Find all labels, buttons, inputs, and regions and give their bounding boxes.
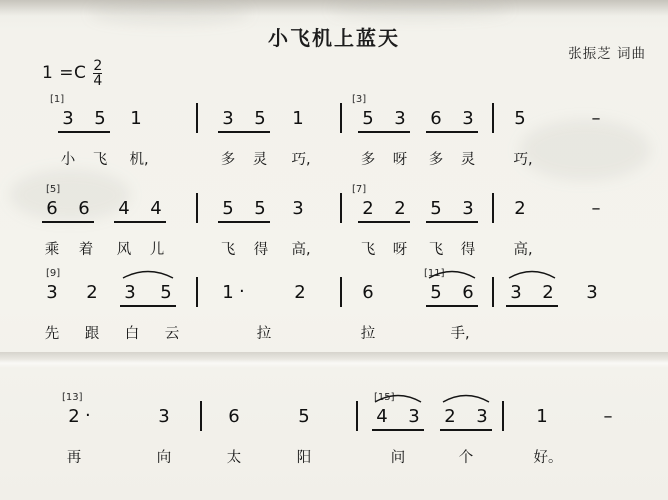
key-label: 1 =C — [42, 62, 87, 83]
note-number: 1 · — [222, 282, 233, 303]
note-number: 2 — [514, 198, 526, 219]
note-number: 6 — [46, 198, 58, 219]
time-signature-numerator: 2 — [93, 58, 103, 74]
lyric-syllable: 白 — [124, 326, 140, 342]
measure-number: [11] — [424, 268, 445, 279]
measure-number: [7] — [352, 184, 367, 195]
note-number: 4 — [150, 198, 162, 219]
lyric-syllable: 得 — [460, 242, 476, 258]
time-signature-denominator: 4 — [93, 73, 103, 90]
lyric-syllable: 巧, — [513, 152, 533, 168]
note-number: 3 — [124, 282, 136, 303]
lyric-syllable: 太 — [226, 450, 242, 466]
note-number: 2 — [444, 406, 456, 427]
slur-arc — [441, 392, 491, 404]
barline — [492, 193, 494, 223]
lyric-syllable: 飞 — [92, 152, 108, 168]
lyric-syllable: 先 — [44, 326, 60, 342]
note-number: 3 — [158, 406, 170, 427]
eighth-beam-underline — [358, 221, 410, 223]
barline — [502, 401, 504, 431]
note-sustain-dash: – — [591, 198, 601, 219]
note-number: 5 — [254, 108, 266, 129]
lyric-syllable: 拉 — [360, 326, 376, 342]
measure-number: [3] — [352, 94, 367, 105]
note-number: 3 — [462, 198, 474, 219]
lyric-syllable: 多 — [220, 152, 236, 168]
lyric-syllable: 飞 — [220, 242, 236, 258]
paper-fold-shadow — [0, 352, 668, 368]
note-number: 1 — [130, 108, 142, 129]
lyric-syllable: 小 — [60, 152, 76, 168]
lyric-syllable: 呀 — [392, 242, 408, 258]
paper-smudge — [90, 2, 250, 24]
note-number: 6 — [78, 198, 90, 219]
note-number: 5 — [430, 282, 442, 303]
eighth-beam-underline — [120, 305, 176, 307]
lyric-syllable: 个 — [458, 450, 474, 466]
eighth-beam-underline — [426, 131, 478, 133]
eighth-beam-underline — [426, 305, 478, 307]
eighth-beam-underline — [426, 221, 478, 223]
note-sustain-dash: – — [591, 108, 601, 129]
note-number: 3 — [408, 406, 420, 427]
lyric-syllable: 手, — [450, 326, 470, 342]
eighth-beam-underline — [218, 131, 270, 133]
note-number: 4 — [376, 406, 388, 427]
measure-number: [15] — [374, 392, 395, 403]
lyric-syllable: 巧, — [291, 152, 311, 168]
note-number: 5 — [362, 108, 374, 129]
lyric-syllable: 跟 — [84, 326, 100, 342]
time-signature — [93, 59, 102, 89]
barline — [196, 277, 198, 307]
barline — [356, 401, 358, 431]
note-number: 3 — [476, 406, 488, 427]
lyric-syllable: 风 — [116, 242, 132, 258]
lyric-syllable: 再 — [66, 450, 82, 466]
eighth-beam-underline — [114, 221, 166, 223]
barline — [340, 103, 342, 133]
barline — [340, 193, 342, 223]
note-sustain-dash: – — [603, 406, 613, 427]
barline — [492, 277, 494, 307]
note-number: 4 — [118, 198, 130, 219]
lyric-syllable: 飞 — [360, 242, 376, 258]
note-number: 2 — [294, 282, 306, 303]
barline — [196, 193, 198, 223]
note-number: 3 — [46, 282, 58, 303]
note-number: 6 — [228, 406, 240, 427]
note-number: 3 — [62, 108, 74, 129]
barline — [340, 277, 342, 307]
note-number: 2 — [362, 198, 374, 219]
slur-arc — [121, 268, 175, 280]
note-number: 6 — [430, 108, 442, 129]
note-number: 2 · — [68, 406, 79, 427]
note-number: 3 — [586, 282, 598, 303]
note-number: 1 — [536, 406, 548, 427]
note-number: 5 — [222, 198, 234, 219]
measure-number: [13] — [62, 392, 83, 403]
measure-number: [5] — [46, 184, 61, 195]
key-signature — [42, 58, 102, 88]
note-number: 3 — [292, 198, 304, 219]
lyric-syllable: 儿 — [149, 242, 165, 258]
page-title: 小飞机上蓝天 — [268, 26, 400, 50]
lyric-syllable: 阳 — [296, 450, 312, 466]
lyric-syllable: 得 — [253, 242, 269, 258]
eighth-beam-underline — [372, 429, 424, 431]
measure-number: [9] — [46, 268, 61, 279]
note-number: 1 — [292, 108, 304, 129]
paper-smudge — [330, 0, 510, 18]
note-number: 5 — [514, 108, 526, 129]
eighth-beam-underline — [506, 305, 558, 307]
note-number: 6 — [362, 282, 374, 303]
note-number: 3 — [510, 282, 522, 303]
composer-credit: 张振芝 词曲 — [568, 46, 646, 62]
note-number: 5 — [430, 198, 442, 219]
eighth-beam-underline — [218, 221, 270, 223]
eighth-beam-underline — [358, 131, 410, 133]
slur-arc — [507, 268, 557, 280]
paper-smudge — [10, 170, 130, 220]
lyric-syllable: 向 — [156, 450, 172, 466]
note-number: 3 — [222, 108, 234, 129]
note-number: 6 — [462, 282, 474, 303]
lyric-syllable: 问 — [390, 450, 406, 466]
barline — [492, 103, 494, 133]
note-number: 2 — [86, 282, 98, 303]
eighth-beam-underline — [42, 221, 94, 223]
lyric-syllable: 乘 — [44, 242, 60, 258]
lyric-syllable: 灵 — [252, 152, 268, 168]
note-number: 3 — [462, 108, 474, 129]
note-number: 5 — [94, 108, 106, 129]
measure-number: [1] — [50, 94, 65, 105]
barline — [196, 103, 198, 133]
note-number: 2 — [542, 282, 554, 303]
lyric-syllable: 多 — [428, 152, 444, 168]
note-number: 2 — [394, 198, 406, 219]
barline — [200, 401, 202, 431]
lyric-syllable: 好。 — [533, 450, 563, 466]
lyric-syllable: 飞 — [428, 242, 444, 258]
note-number: 5 — [298, 406, 310, 427]
lyric-syllable: 高, — [291, 242, 311, 258]
note-number: 5 — [254, 198, 266, 219]
lyric-syllable: 拉 — [256, 326, 272, 342]
lyric-syllable: 高, — [513, 242, 533, 258]
lyric-syllable: 着 — [78, 242, 94, 258]
lyric-syllable: 灵 — [460, 152, 476, 168]
note-number: 5 — [160, 282, 172, 303]
note-number: 3 — [394, 108, 406, 129]
eighth-beam-underline — [58, 131, 110, 133]
paper-smudge — [520, 120, 650, 180]
lyric-syllable: 多 — [360, 152, 376, 168]
lyric-syllable: 呀 — [392, 152, 408, 168]
lyric-syllable: 云 — [164, 326, 180, 342]
eighth-beam-underline — [440, 429, 492, 431]
lyric-syllable: 机, — [129, 152, 149, 168]
